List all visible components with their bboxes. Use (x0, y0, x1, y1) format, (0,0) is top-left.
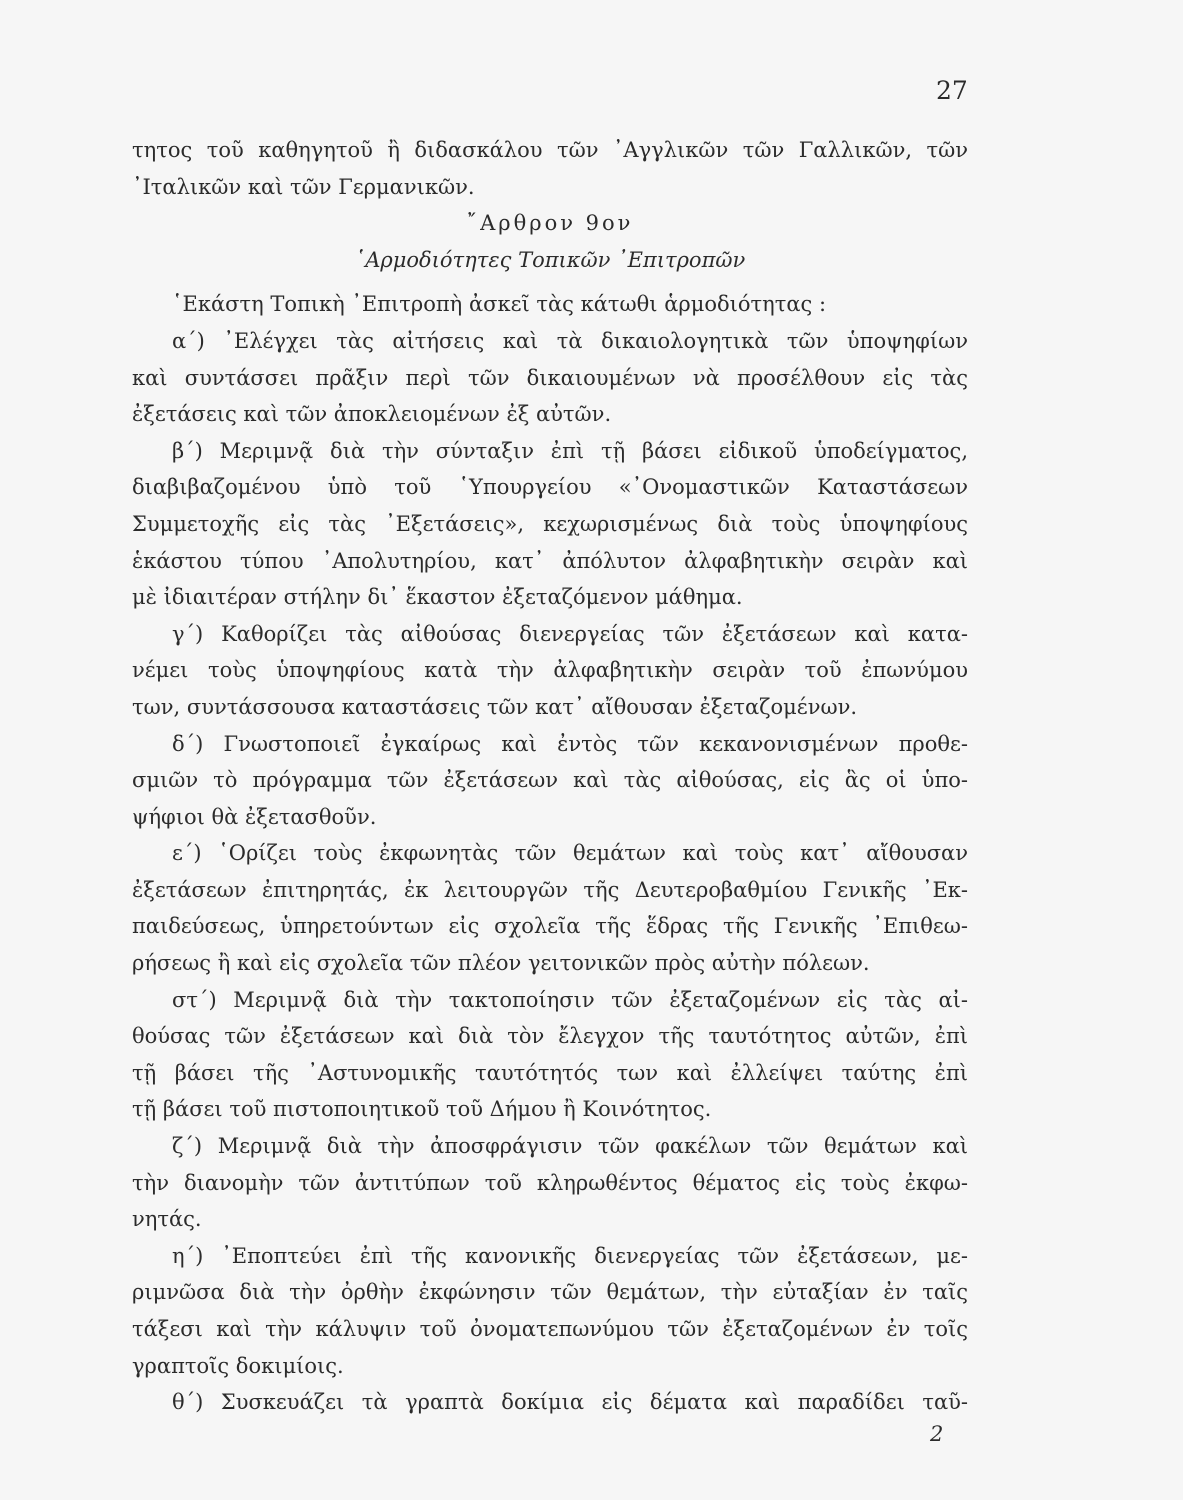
text-line: τὴν διανομὴν τῶν ἀντιτύπων τοῦ κληρωθέντος θέματος εἰς τοὺς ἐκφω- (132, 1170, 968, 1195)
text-line: ἐξετάσεις καὶ τῶν ἀποκλειομένων ἐξ αὐτῶν. (132, 402, 612, 427)
text-line: ᾿Ιταλικῶν καὶ τῶν Γερμανικῶν. (132, 174, 475, 199)
article-text (132, 132, 968, 1421)
text-line: γραπτοῖς δοκιμίοις. (132, 1353, 344, 1378)
text-line: διαβιβαζομένου ὑπὸ τοῦ ῾Υπουργείου «᾿Ονομαστικῶν Καταστάσεων (132, 475, 968, 500)
paragraph-stigma: στ΄) Μεριμνᾷ διὰ τὴν τακτοποίησιν τῶν ἐξεταζομένων εἰς τὰς αἰ- (172, 987, 968, 1012)
article-subheading: ῾Αρμοδιότητες Τοπικῶν ᾿Επιτροπῶν (354, 247, 746, 272)
text-line: παιδεύσεως, ὑπηρετούντων εἰς σχολεῖα τῆς ἕδρας τῆς Γενικῆς ᾿Επιθεω- (132, 914, 968, 939)
paragraph-beta: β΄) Μεριμνᾷ διὰ τὴν σύνταξιν ἐπὶ τῇ βάσει εἰδικοῦ ὑποδείγματος, (172, 438, 968, 463)
paragraph-zeta: ζ΄) Μεριμνᾷ διὰ τὴν ἀποσφράγισιν τῶν φακέλων τῶν θεμάτων καὶ (172, 1134, 968, 1159)
text-line: ρήσεως ἢ καὶ εἰς σχολεῖα τῶν πλέον γειτονικῶν πρὸς αὐτὴν πόλεων. (132, 951, 870, 976)
text-line: καὶ συντάσσει πρᾶξιν περὶ τῶν δικαιουμένων νὰ προσέλθουν εἰς τὰς (132, 365, 968, 390)
text-line: ἐξετάσεων ἐπιτηρητάς, ἐκ λειτουργῶν τῆς Δευτεροβαθμίου Γενικῆς ᾿Εκ- (132, 877, 968, 902)
paragraph-alpha: α΄) ᾿Ελέγχει τὰς αἰτήσεις καὶ τὰ δικαιολογητικὰ τῶν ὑποψηφίων (172, 328, 968, 353)
paragraph-theta: θ΄) Συσκευάζει τὰ γραπτὰ δοκίμια εἰς δέματα καὶ παραδίδει ταῦ- (172, 1390, 968, 1415)
text-line: τῇ βάσει τῆς ᾿Αστυνομικῆς ταυτότητός των καὶ ἐλλείψει ταύτης ἐπὶ (132, 1060, 968, 1085)
text-line: ῾Εκάστη Τοπικὴ ᾿Επιτροπὴ ἀσκεῖ τὰς κάτωθι ἁρμοδιότητας : (172, 292, 827, 317)
text-line: ψήφιοι θὰ ἐξετασθοῦν. (132, 804, 377, 829)
text-line: ἑκάστου τύπου ᾿Απολυτηρίου, κατ᾿ ἀπόλυτον ἀλφαβητικὴν σειρὰν καὶ (132, 548, 968, 573)
paragraph-epsilon: ε΄) ῾Ορίζει τοὺς ἐκφωνητὰς τῶν θεμάτων καὶ τοὺς κατ᾿ αἴθουσαν (172, 841, 968, 866)
text-line: μὲ ἰδιαιτέραν στήλην δι᾿ ἕκαστον ἐξεταζόμενον μάθημα. (132, 585, 743, 610)
text-line: των, συντάσσουσα καταστάσεις τῶν κατ᾿ αἴθουσαν ἐξεταζομένων. (132, 694, 858, 719)
text-line: θούσας τῶν ἐξετάσεων καὶ διὰ τὸν ἔλεγχον τῆς ταυτότητος αὐτῶν, ἐπὶ (132, 1024, 968, 1049)
text-line: Συμμετοχῆς εἰς τὰς ᾿Εξετάσεις», κεχωρισμένως διὰ τοὺς ὑποψηφίους (132, 511, 968, 536)
text-line: ριμνῶσα διὰ τὴν ὀρθὴν ἐκφώνησιν τῶν θεμάτων, τὴν εὐταξίαν ἐν ταῖς (132, 1280, 968, 1305)
text-line: νέμει τοὺς ὑποψηφίους κατὰ τὴν ἀλφαβητικὴν σειρὰν τοῦ ἐπωνύμου (132, 658, 968, 683)
text-line: τητος τοῦ καθηγητοῦ ἢ διδασκάλου τῶν ᾿Αγγλικῶν τῶν Γαλλικῶν, τῶν (132, 138, 968, 162)
text-line: τάξεσι καὶ τὴν κάλυψιν τοῦ ὀνοματεπωνύμου τῶν ἐξεταζομένων ἐν τοῖς (132, 1317, 968, 1341)
text-line: σμιῶν τὸ πρόγραμμα τῶν ἐξετάσεων καὶ τὰς αἰθούσας, εἰς ἃς οἱ ὑπο- (132, 768, 968, 793)
paragraph-gamma: γ΄) Καθορίζει τὰς αἰθούσας διενεργείας τῶν ἐξετάσεων καὶ κατα- (172, 621, 968, 646)
page-number: 27 (936, 76, 968, 105)
text-line: τῇ βάσει τοῦ πιστοποιητικοῦ τοῦ Δήμου ἢ Κοινότητος. (132, 1097, 712, 1122)
article-heading: ῎Αρθρον 9ον (466, 211, 634, 236)
paragraph-eta: η΄) ᾿Εποπτεύει ἐπὶ τῆς κανονικῆς διενεργείας τῶν ἐξετάσεων, με- (172, 1243, 968, 1268)
paragraph-delta: δ΄) Γνωστοποιεῖ ἐγκαίρως καὶ ἐντὸς τῶν κεκανονισμένων προθε- (172, 731, 968, 756)
text-line: νητάς. (132, 1207, 202, 1232)
signature-mark: 2 (930, 1422, 944, 1446)
